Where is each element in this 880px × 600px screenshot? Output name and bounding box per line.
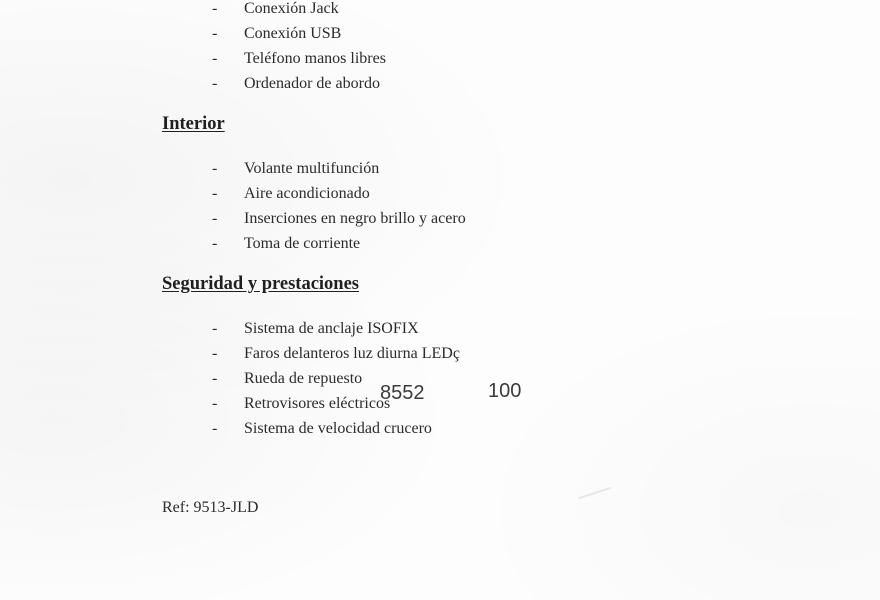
list-item-text: Ordenador de abordo — [244, 75, 380, 92]
list-item — [212, 181, 466, 206]
list-item — [212, 71, 386, 96]
list-item-text: Inserciones en negro brillo y acero — [244, 210, 466, 227]
reference-code: Ref: 9513-JLD — [162, 499, 259, 516]
scan-mark — [579, 487, 612, 499]
bullet-dash: - — [212, 210, 218, 227]
bullet-dash: - — [212, 370, 218, 387]
safety-list — [212, 316, 460, 441]
list-item — [212, 416, 460, 441]
overlay-number-right: 100 — [488, 380, 522, 402]
list-item-text: Conexión USB — [244, 25, 342, 42]
list-item-text: Toma de corriente — [244, 235, 361, 252]
bullet-dash: - — [212, 185, 218, 202]
bullet-dash: - — [212, 160, 218, 177]
bullet-dash: - — [212, 25, 218, 42]
bullet-dash: - — [212, 395, 218, 412]
list-item-text: Retrovisores eléctricos — [244, 395, 391, 412]
list-item — [212, 316, 460, 341]
bullet-dash: - — [212, 345, 218, 362]
bullet-dash: - — [212, 420, 218, 437]
list-item — [212, 341, 460, 366]
list-item — [212, 231, 466, 256]
interior-list — [212, 156, 466, 256]
list-item-text: Volante multifunción — [244, 160, 380, 177]
bullet-dash: - — [212, 0, 218, 17]
list-item-text: Conexión Jack — [244, 0, 339, 17]
section-title-interior: Interior — [162, 114, 225, 134]
section-title-safety: Seguridad y prestaciones — [162, 274, 360, 294]
list-item — [212, 0, 386, 21]
list-item-text: Teléfono manos libres — [244, 50, 386, 67]
bullet-dash: - — [212, 320, 218, 337]
connectivity-list — [212, 0, 386, 96]
list-item — [212, 206, 466, 231]
bullet-dash: - — [212, 75, 218, 92]
list-item-text: Aire acondicionado — [244, 185, 370, 202]
list-item-text: Sistema de velocidad crucero — [244, 420, 432, 437]
overlay-number-left: 8552 — [380, 382, 425, 404]
list-item-text: Rueda de repuesto — [244, 370, 363, 387]
list-item — [212, 46, 386, 71]
list-item — [212, 21, 386, 46]
list-item — [212, 156, 466, 181]
bullet-dash: - — [212, 50, 218, 67]
list-item-text: Faros delanteros luz diurna LEDç — [244, 345, 460, 362]
list-item-text: Sistema de anclaje ISOFIX — [244, 320, 419, 337]
bullet-dash: - — [212, 235, 218, 252]
